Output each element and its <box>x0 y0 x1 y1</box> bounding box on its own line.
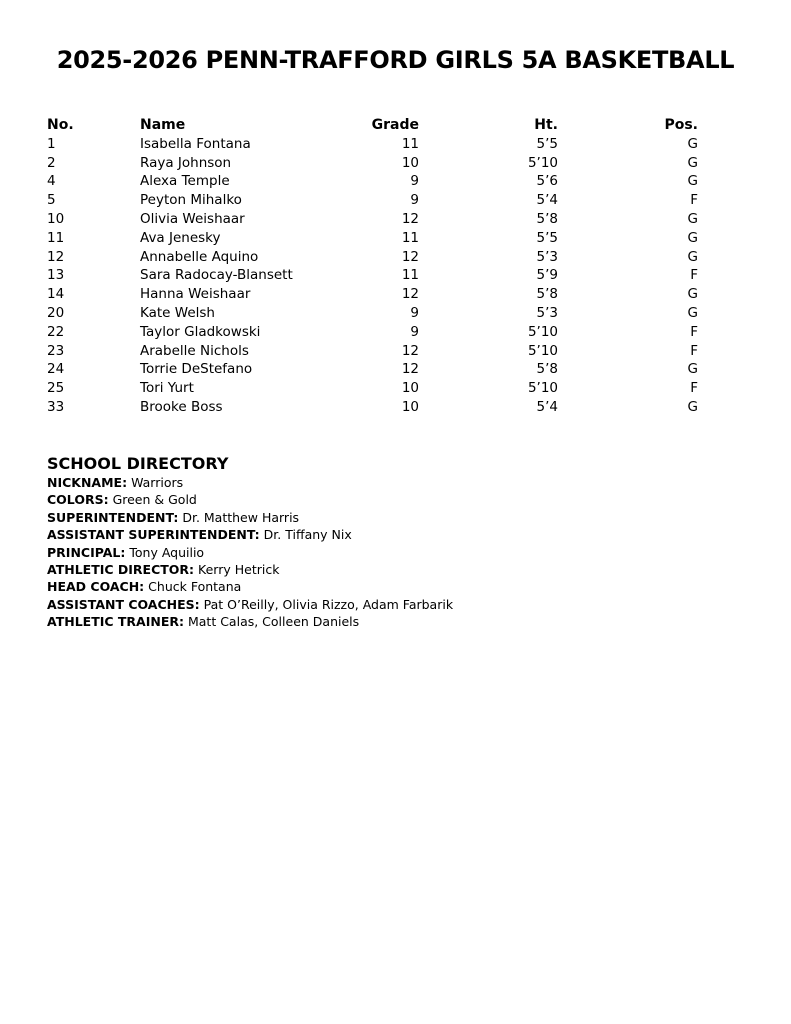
player-position: F <box>690 380 698 397</box>
player-position: G <box>687 229 698 246</box>
player-name: Alexa Temple <box>140 173 230 190</box>
player-number: 22 <box>47 323 65 340</box>
header-position: Pos. <box>664 117 698 133</box>
player-position: G <box>687 304 698 321</box>
player-height: 5’8 <box>536 210 558 227</box>
player-name: Annabelle Aquino <box>140 248 259 265</box>
player-height: 5’3 <box>536 248 558 265</box>
directory-entry <box>47 474 747 491</box>
directory-entry <box>47 544 747 561</box>
table-row <box>0 379 791 398</box>
directory-entry <box>47 491 747 508</box>
player-grade: 11 <box>401 267 419 284</box>
directory-entry <box>47 561 747 578</box>
header-name: Name <box>140 117 186 133</box>
player-position: F <box>690 192 698 209</box>
player-number: 24 <box>47 361 65 378</box>
player-height: 5’9 <box>536 267 558 284</box>
player-name: Sara Radocay-Blansett <box>140 267 293 284</box>
player-height: 5’4 <box>536 398 558 415</box>
player-number: 10 <box>47 210 65 227</box>
directory-entry-value: Dr. Tiffany Nix <box>263 527 352 543</box>
player-name: Hanna Weishaar <box>140 286 251 303</box>
player-grade: 10 <box>401 380 419 397</box>
table-row <box>0 135 791 154</box>
directory-entry <box>47 526 747 543</box>
directory-entry <box>47 578 747 595</box>
table-row <box>0 342 791 361</box>
directory-entry-label: ATHLETIC TRAINER: <box>47 614 184 630</box>
player-grade: 9 <box>410 323 419 340</box>
player-grade: 10 <box>401 398 419 415</box>
player-name: Kate Welsh <box>140 304 215 321</box>
roster-table <box>0 116 791 417</box>
player-grade: 9 <box>410 192 419 209</box>
player-grade: 12 <box>401 286 419 303</box>
header-grade: Grade <box>371 117 419 133</box>
directory-entry-value: Green & Gold <box>112 492 197 508</box>
directory-entry-value: Warriors <box>131 475 184 490</box>
roster-rows <box>0 135 791 417</box>
directory-entry-label: PRINCIPAL: <box>47 544 126 560</box>
table-row <box>0 229 791 248</box>
directory-entry <box>47 596 747 613</box>
directory-entry-label: HEAD COACH: <box>47 579 145 595</box>
directory-entry-label: ASSISTANT SUPERINTENDENT: <box>47 527 260 543</box>
player-grade: 10 <box>401 154 419 171</box>
player-height: 5’4 <box>536 192 558 209</box>
player-position: G <box>687 135 698 152</box>
table-row <box>0 398 791 417</box>
player-name: Olivia Weishaar <box>140 210 245 227</box>
directory-entry-value: Tony Aquilio <box>129 544 205 560</box>
player-number: 23 <box>47 342 65 359</box>
player-height: 5’3 <box>536 304 558 321</box>
player-position: F <box>690 342 698 359</box>
player-position: F <box>690 323 698 340</box>
player-grade: 9 <box>410 304 419 321</box>
player-height: 5’5 <box>536 229 558 246</box>
player-number: 12 <box>47 248 65 265</box>
player-height: 5’10 <box>527 380 558 397</box>
player-height: 5’6 <box>536 173 558 190</box>
player-number: 5 <box>47 192 56 209</box>
player-position: G <box>687 248 698 265</box>
table-row <box>0 172 791 191</box>
table-row <box>0 285 791 304</box>
header-height: Ht. <box>534 117 558 133</box>
player-name: Brooke Boss <box>140 398 223 415</box>
player-grade: 9 <box>410 173 419 190</box>
player-height: 5’8 <box>536 286 558 303</box>
page-title: 2025-2026 PENN-TRAFFORD GIRLS 5A BASKETBALL <box>56 46 735 74</box>
player-grade: 12 <box>401 361 419 378</box>
table-row <box>0 210 791 229</box>
school-directory <box>47 454 747 631</box>
player-number: 13 <box>47 267 65 284</box>
table-row <box>0 304 791 323</box>
player-number: 20 <box>47 304 65 321</box>
player-height: 5’8 <box>536 361 558 378</box>
directory-entry-label: NICKNAME: <box>47 475 128 490</box>
player-name: Taylor Gladkowski <box>140 323 261 340</box>
player-number: 1 <box>47 135 56 152</box>
directory-entry-value: Kerry Hetrick <box>198 562 280 578</box>
player-name: Torrie DeStefano <box>140 361 253 378</box>
player-grade: 12 <box>401 342 419 359</box>
player-name: Isabella Fontana <box>140 135 251 152</box>
player-name: Tori Yurt <box>140 380 194 397</box>
player-number: 4 <box>47 173 56 190</box>
player-position: G <box>687 173 698 190</box>
player-position: G <box>687 361 698 378</box>
player-name: Arabelle Nichols <box>140 342 249 359</box>
table-row <box>0 191 791 210</box>
directory-entry-label: COLORS: <box>47 492 109 508</box>
table-row <box>0 360 791 379</box>
table-row <box>0 248 791 267</box>
player-number: 25 <box>47 380 65 397</box>
table-row <box>0 154 791 173</box>
player-height: 5’10 <box>527 323 558 340</box>
player-grade: 12 <box>401 248 419 265</box>
player-position: F <box>690 267 698 284</box>
player-position: G <box>687 210 698 227</box>
player-grade: 11 <box>401 229 419 246</box>
directory-entry-value: Pat O’Reilly, Olivia Rizzo, Adam Farbarik <box>203 596 454 612</box>
player-number: 33 <box>47 398 65 415</box>
directory-entry-value: Dr. Matthew Harris <box>182 509 300 525</box>
player-position: G <box>687 398 698 415</box>
player-height: 5’10 <box>527 342 558 359</box>
directory-entry-label: ATHLETIC DIRECTOR: <box>47 562 195 578</box>
player-number: 11 <box>47 229 65 246</box>
directory-entry <box>47 509 747 526</box>
player-grade: 11 <box>401 135 419 152</box>
directory-entry-label: ASSISTANT COACHES: <box>47 596 200 612</box>
player-number: 2 <box>47 154 56 171</box>
player-name: Raya Johnson <box>140 154 232 171</box>
directory-entries <box>47 474 747 631</box>
player-position: G <box>687 154 698 171</box>
player-height: 5’5 <box>536 135 558 152</box>
header-no: No. <box>47 117 74 133</box>
player-position: G <box>687 286 698 303</box>
player-height: 5’10 <box>527 154 558 171</box>
table-row <box>0 323 791 342</box>
directory-entry-label: SUPERINTENDENT: <box>47 509 179 525</box>
player-grade: 12 <box>401 210 419 227</box>
player-name: Peyton Mihalko <box>140 192 242 209</box>
directory-entry <box>47 613 747 630</box>
player-name: Ava Jenesky <box>140 229 221 246</box>
table-row <box>0 266 791 285</box>
directory-entry-value: Matt Calas, Colleen Daniels <box>187 614 360 630</box>
directory-heading: SCHOOL DIRECTORY <box>47 454 229 473</box>
roster-header-row <box>0 116 791 135</box>
player-number: 14 <box>47 286 65 303</box>
directory-entry-value: Chuck Fontana <box>148 579 242 595</box>
